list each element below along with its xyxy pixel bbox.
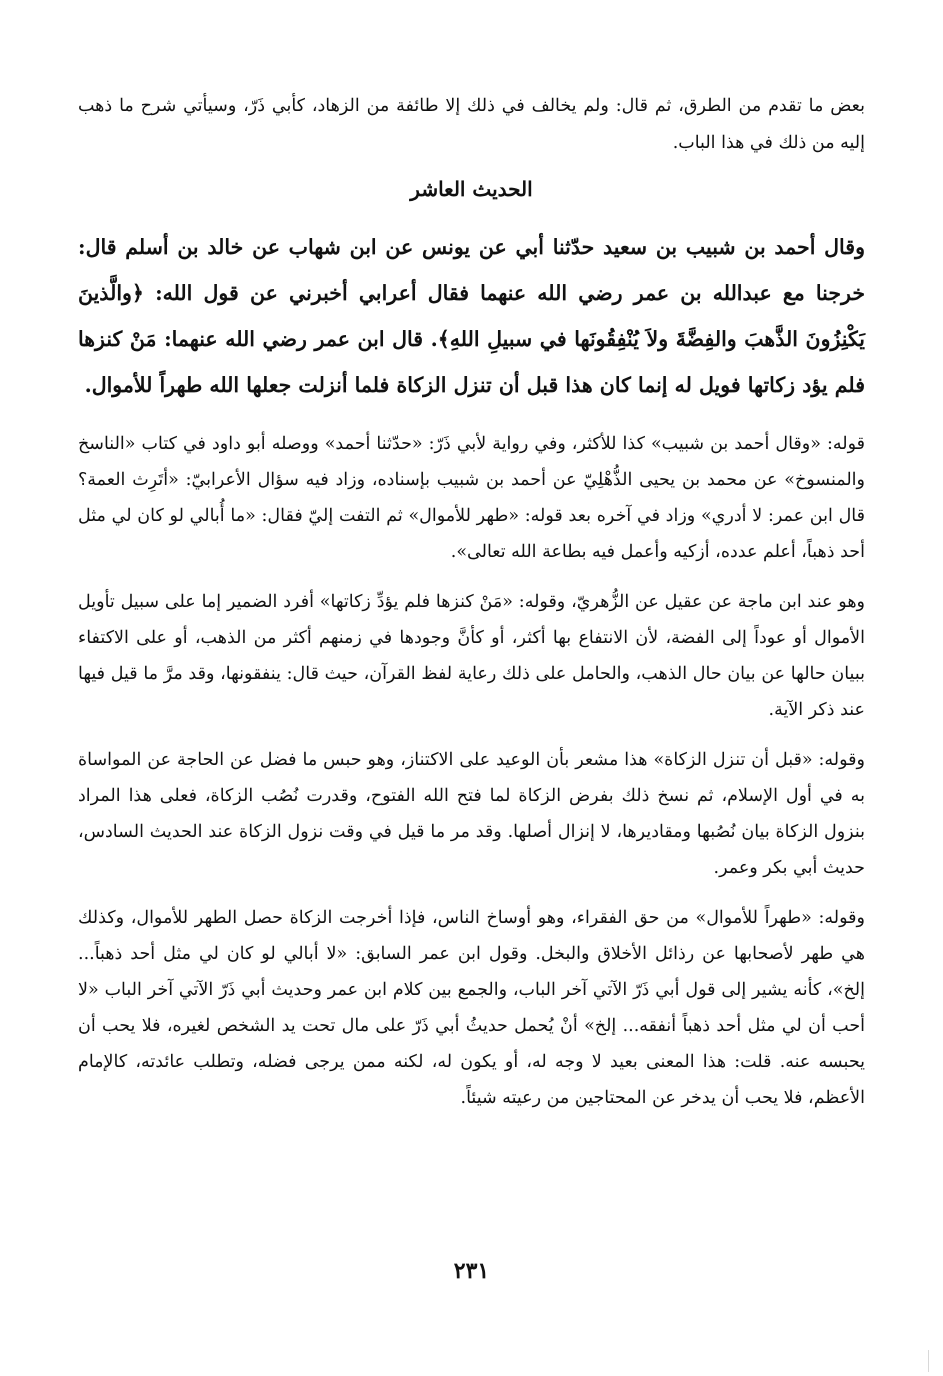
page-edge-mark: [928, 1350, 929, 1372]
page-number: ٢٣١: [453, 1258, 490, 1284]
hadith-text: وقال أحمد بن شبيب بن سعيد حدّثنا أبي عن يونس عن ابن شهاب عن خالد بن أسلم قال: خرجنا مع عبدالله بن عمر رضي الله عنهما فقال أعرابي أخبرني عن قول الله: ﴿والَّذينَ يَكْنِزُونَ الذَّهبَ والفِضَّةَ ولاَ يُنْفِقُونَها في سبيلِ اللهِ﴾. قال ابن عمر رضي الله عنهما: مَنْ كنزها فلم يؤد زكاتها فويل له إنما كان هذا قبل أن تنزل الزكاة فلما أنزلت جعلها الله طهراً للأموال.: [78, 235, 865, 397]
commentary-paragraph: قوله: «وقال أحمد بن شبيب» كذا للأكثر، وفي رواية لأبي ذَرّ: «حدّثنا أحمد» ووصله أبو داود في كتاب «الناسخ والمنسوخ» عن محمد بن يحيى الذُّهْلِيّ عن أحمد بن شبيب بإسناده، وزاد فيه سؤال الأعرابيّ: «أتَرِث العمة؟ قال ابن عمر: لا أدري» وزاد في آخره بعد قوله: «طهر للأموال» ثم التفت إليّ فقال: «ما أُبالي لو كان لي مثل أحد ذهباً، أعلم عدده، أزكيه وأعمل فيه بطاعة الله تعالى».: [78, 434, 865, 562]
commentary-paragraph: وقوله: «قبل أن تنزل الزكاة» هذا مشعر بأن الوعيد على الاكتناز، وهو حبس ما فضل عن الحاجة عن المواساة به في أول الإسلام، ثم نسخ ذلك بفرض الزكاة لما فتح الله الفتوح، وقدرت نُصُب الزكاة، فعلى هذا المراد بنزول الزكاة بيان نُصُبها ومقاديرها، لا إنزال أصلها. وقد مر ما قيل في وقت نزول الزكاة عند الحديث السادس، حديث أبي بكر وعمر.: [78, 750, 865, 878]
commentary-paragraph: وقوله: «طهراً للأموال» من حق الفقراء، وهو أوساخ الناس، فإذا أخرجت الزكاة حصل الطهر للأموال، وكذلك هي طهر لأصحابها عن رذائل الأخلاق والبخل. وقول ابن عمر السابق: «لا أبالي لو كان لي مثل أحد ذهباً... إلخ»، كأنه يشير إلى قول أبي ذَرّ الآتي آخر الباب، والجمع بين كلام ابن عمر وحديث أبي ذَرّ الآتي آخر الباب «لا أحب أن لي مثل أحد ذهباً أنفقه... إلخ» أنْ يُحمل حديثُ أبي ذَرّ على مال تحت يد الشخص لغيره، فلا يحب أن يحبسه عنه. قلت: هذا المعنى بعيد لا وجه له، أو يكون له، لكنه ممن يرجى فضله، وتطلب عائدته، كالإمام الأعظم، فلا يحب أن يدخر عن المحتاجين من رعيته شيئاً.: [78, 908, 865, 1108]
intro-paragraph: بعض ما تقدم من الطرق، ثم قال: ولم يخالف في ذلك إلا طائفة من الزهاد، كأبي ذَرّ، وسيأتي شرح ما ذهب إليه من ذلك في هذا الباب.: [78, 96, 865, 153]
section-heading: الحديث العاشر: [410, 177, 533, 201]
commentary-paragraph: وهو عند ابن ماجة عن عقيل عن الزُّهريّ، وقوله: «مَنْ كنزها فلم يؤدِّ زكاتها» أفرد الضمير إما على سبيل تأويل الأموال أو عوداً إلى الفضة، لأن الانتفاع بها أكثر، أو كأنَّ وجودها في زمنهم أكثر من الذهب، أو على الاكتفاء ببيان حالها عن بيان حال الذهب، والحامل على ذلك رعاية لفظ القرآن، حيث قال: ينفقونها، وقد مرَّ ما قيل فيها عند ذكر الآية.: [78, 592, 865, 720]
